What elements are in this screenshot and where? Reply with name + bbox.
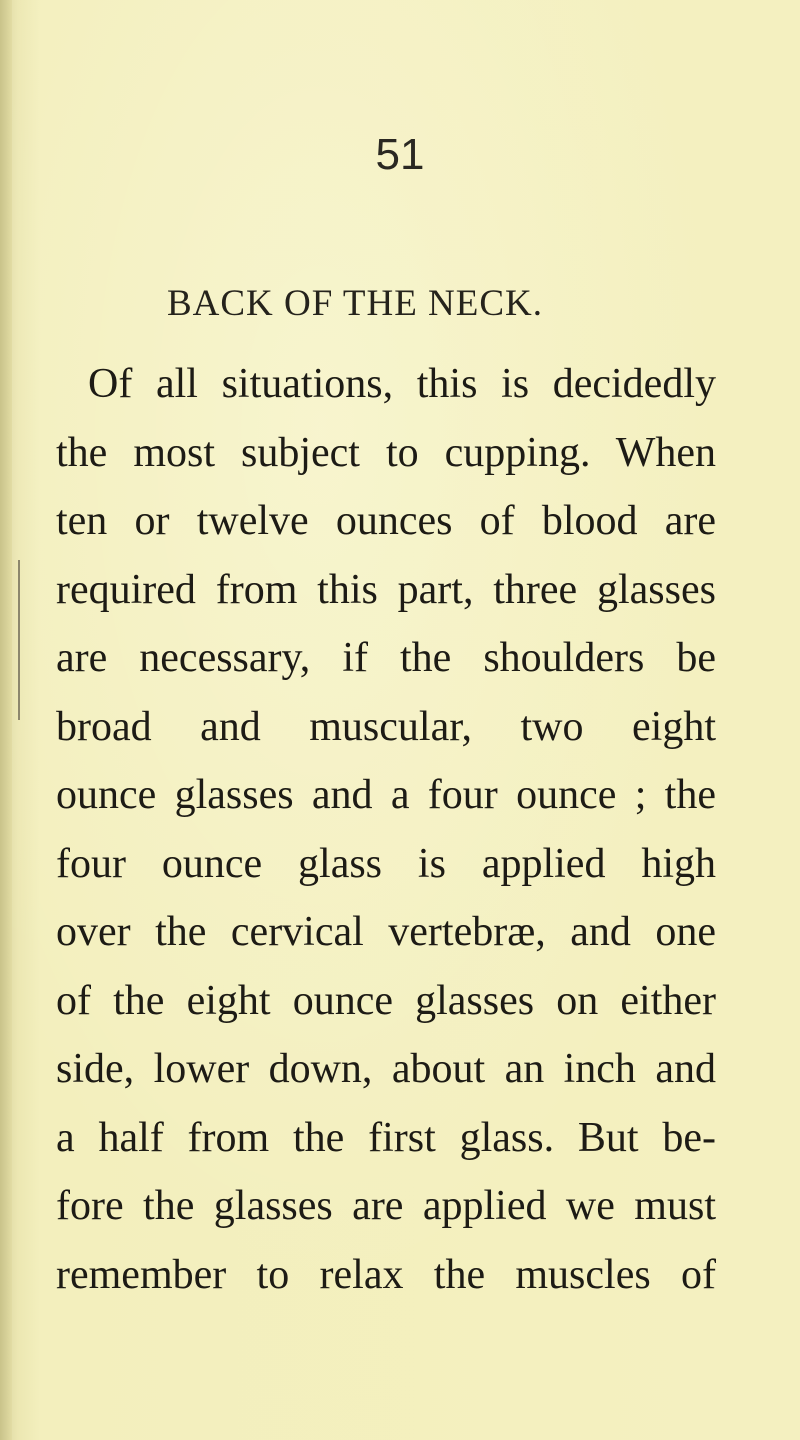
text-line: four ounce glass is applied high (56, 840, 716, 887)
margin-rule (18, 560, 20, 720)
text-line: of the eight ounce glasses on either (56, 977, 716, 1024)
page-number: 51 (375, 130, 425, 179)
text-line: a half from the first glass. But be- (56, 1114, 716, 1161)
text-line: required from this part, three glasses (56, 566, 716, 613)
text-line: are necessary, if the shoulders be (56, 635, 716, 681)
page-spine-shadow (0, 0, 12, 1440)
section-heading: BACK OF THE NECK. (166, 283, 544, 324)
text-line: over the cervical vertebræ, and one (56, 909, 716, 955)
text-line: the most subject to cupping. When (56, 429, 716, 476)
text-line: fore the glasses are applied we must (56, 1183, 716, 1229)
text-line: broad and muscular, two eight (56, 703, 716, 750)
text-line: side, lower down, about an inch and (56, 1046, 716, 1092)
text-line: Of all situations, this is decidedly (88, 361, 716, 407)
body-paragraph (56, 350, 716, 1309)
text-line: ounce glasses and a four ounce ; the (56, 772, 716, 818)
text-line: remember to relax the muscles of (56, 1251, 716, 1298)
text-line: ten or twelve ounces of blood are (56, 498, 716, 544)
